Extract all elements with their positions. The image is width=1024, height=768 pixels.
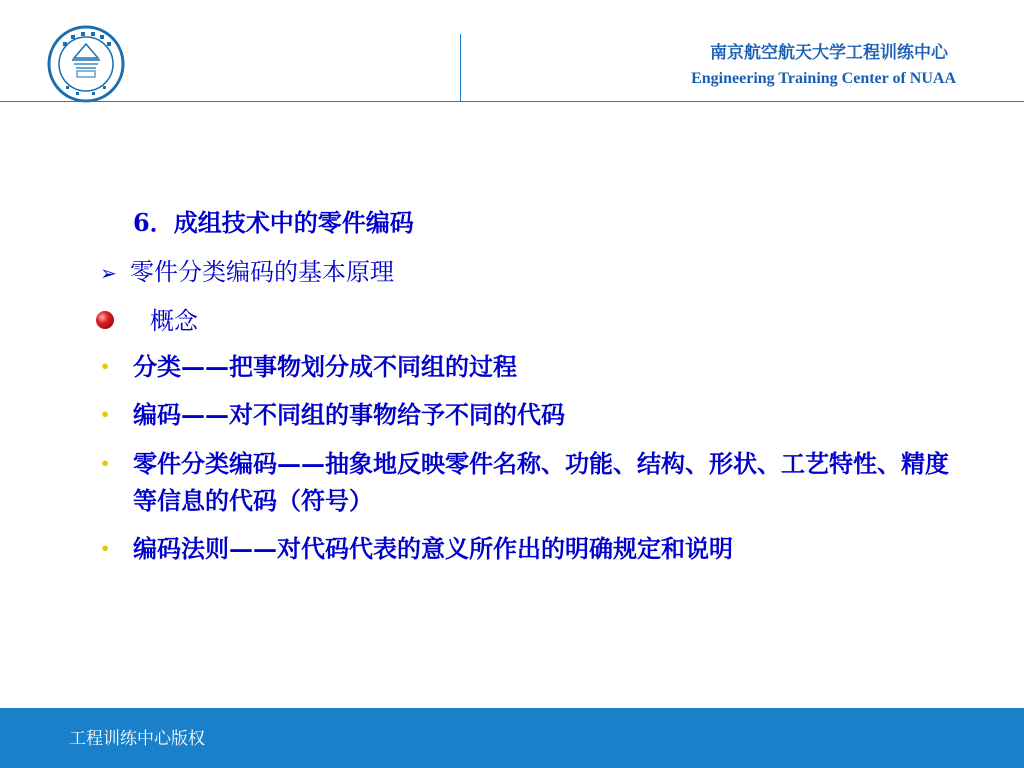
nuaa-seal-logo-icon	[46, 24, 126, 104]
concept-line	[96, 305, 198, 337]
list-item-text: 编码——对不同组的事物给予不同的代码	[133, 400, 565, 429]
red-ball-bullet-icon	[96, 311, 114, 329]
header-horizontal-divider	[0, 101, 1024, 102]
list-item-text: 分类——把事物划分成不同组的过程	[133, 352, 517, 381]
bullet-dot-icon: •	[100, 405, 111, 424]
footer-copyright: 工程训练中心版权	[69, 729, 205, 749]
org-name-cn: 南京航空航天大学工程训练中心	[710, 43, 948, 63]
list-item	[100, 530, 960, 567]
list-item	[100, 396, 960, 433]
principle-text: 零件分类编码的基本原理	[130, 258, 394, 286]
bullet-dot-icon: •	[100, 357, 111, 376]
org-name-en: Engineering Training Center of NUAA	[691, 70, 956, 87]
principle-line	[100, 256, 394, 289]
list-item	[100, 348, 960, 385]
concept-text: 概念	[150, 307, 198, 335]
arrow-bullet-icon: ➢	[100, 261, 117, 285]
bullet-dot-icon: •	[100, 539, 111, 558]
bullet-dot-icon: •	[100, 454, 111, 473]
list-item-text: 编码法则——对代码代表的意义所作出的明确规定和说明	[133, 534, 733, 563]
list-item	[100, 445, 960, 519]
section-heading: 6．成组技术中的零件编码	[133, 208, 414, 237]
header-vertical-divider	[460, 34, 461, 102]
list-item-text: 零件分类编码——抽象地反映零件名称、功能、结构、形状、工艺特性、精度等信息的代码（符号）	[133, 449, 949, 515]
footer-bar	[0, 708, 1024, 768]
